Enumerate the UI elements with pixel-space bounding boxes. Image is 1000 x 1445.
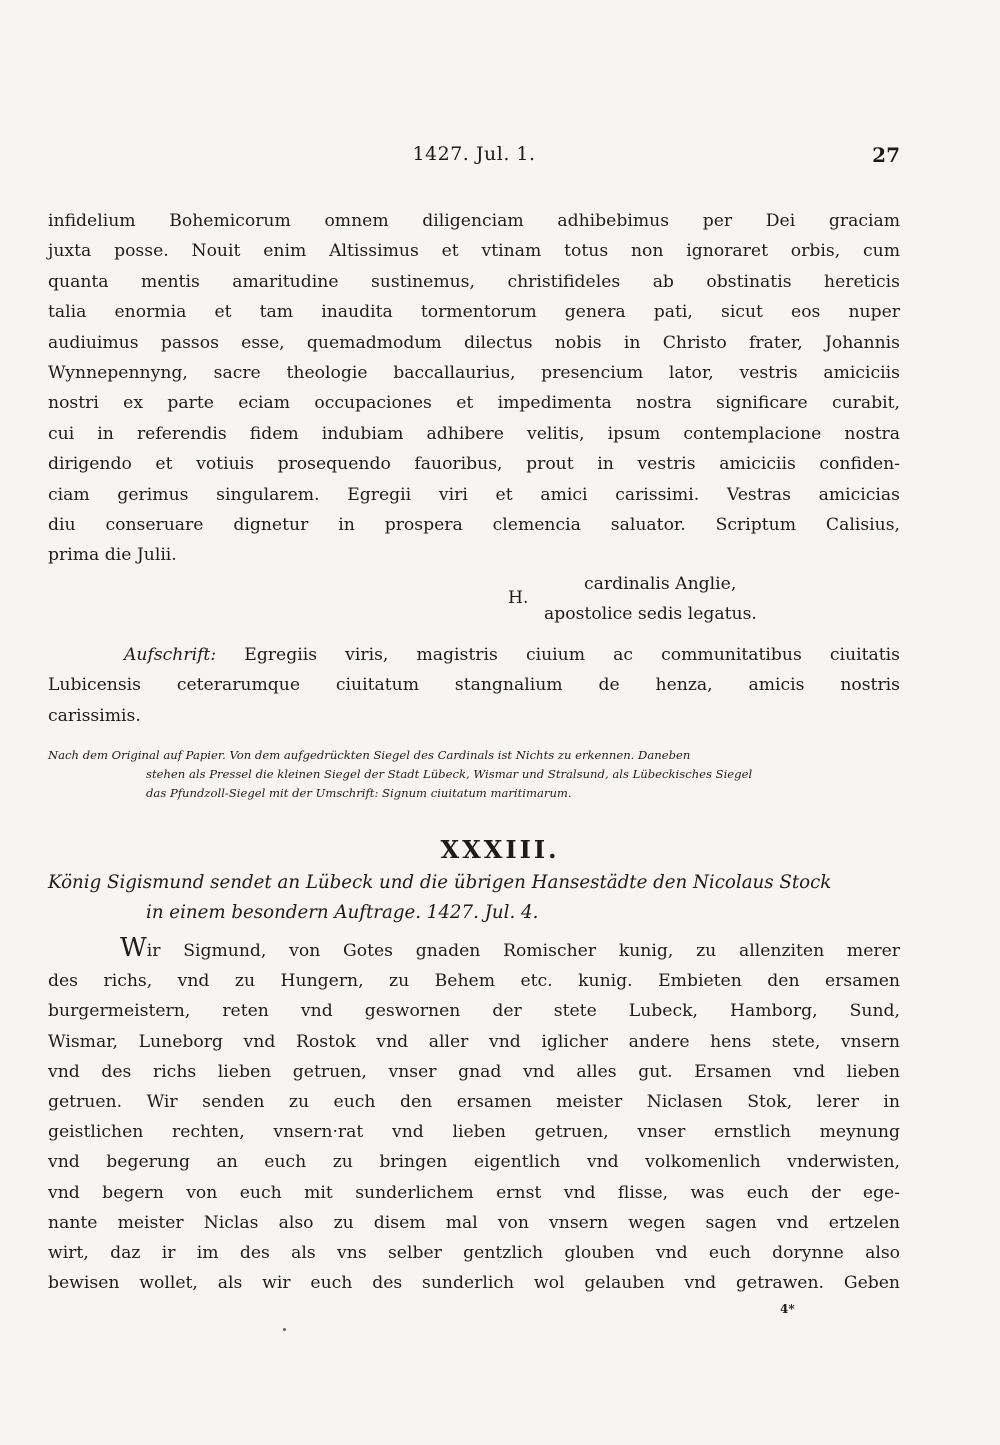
charter-text (48, 933, 900, 1298)
note-line: stehen als Pressel die kleinen Siegel der Stadt Lübeck, Wismar und Stralsund, als Lübeckisches Siegel (146, 767, 753, 781)
text-line: Wynnepennyng, sacre theologie baccallaurius, presencium lator, vestris amiciciis (48, 362, 900, 383)
text-line: getruen. Wir senden zu euch den ersamen meister Niclasen Stok, lerer in (48, 1091, 900, 1112)
text-line: audiuimus passos esse, quemadmodum dilectus nobis in Christo frater, Johannis (48, 332, 900, 353)
note-line: das Pfundzoll-Siegel mit der Umschrift: Signum ciuitatum maritimarum. (146, 786, 572, 800)
text-line: prima die Julii. (48, 545, 177, 566)
page-number: 27 (872, 143, 900, 167)
text-line: juxta posse. Nouit enim Altissimus et vtinam totus non ignoraret orbis, cum (48, 241, 900, 262)
letter-text (48, 206, 900, 571)
signature-title: cardinalis Anglie, (584, 574, 737, 594)
regest-line: in einem besondern Auftrage. 1427. Jul. 4. (146, 902, 539, 923)
text-line: cui in referendis fidem indubiam adhibere velitis, ipsum contemplacione nostra (48, 423, 900, 444)
address-block (48, 640, 900, 731)
text-line: ciam gerimus singularem. Egregii viri et amici carissimi. Vestras amicicias (48, 484, 900, 505)
text-line: burgermeistern, reten vnd geswornen der stete Lubeck, Hamborg, Sund, (48, 1001, 900, 1022)
text-line: quanta mentis amaritudine sustinemus, christifideles ab obstinatis hereticis (48, 271, 900, 292)
address-line: Lubicensis ceterarumque ciuitatum stangnalium de henza, amicis nostris (48, 675, 900, 696)
text-line: vnd begerung an euch zu bringen eigentlich vnd volkomenlich vnderwisten, (48, 1152, 900, 1173)
text-line: des richs, vnd zu Hungern, zu Behem etc. kunig. Embieten den ersamen (48, 971, 900, 992)
first-line-text: ir Sigmund, von Gotes gnaden Romischer kunig, zu allenziten merer (146, 941, 900, 961)
text-line: infidelium Bohemicorum omnem diligenciam adhibebimus per Dei graciam (48, 211, 900, 231)
drop-initial: W (120, 933, 147, 963)
text-line: geistlichen rechten, vnsern·rat vnd lieben getruen, vnser ernstlich meynung (48, 1122, 900, 1143)
text-line: dirigendo et votiuis prosequendo fauoribus, prout in vestris amiciciis confiden- (48, 454, 900, 475)
text-line: nostri ex parte eciam occupaciones et impedimenta nostra significare curabit, (48, 393, 900, 414)
text-line: bewisen wollet, als wir euch des sunderlich wol gelauben vnd getrawen. Geben (48, 1273, 900, 1294)
text-line: wirt, daz ir im des als vns selber gentzlich glouben vnd euch dorynne also (48, 1242, 900, 1263)
text-line: Wismar, Luneborg vnd Rostok vnd aller vnd iglicher andere hens stete, vnsern (48, 1031, 900, 1052)
text-line: nante meister Niclas also zu disem mal von vnsern wegen sagen vnd ertzelen (48, 1212, 900, 1233)
printer-signature-mark: 4* (780, 1302, 795, 1316)
header-date: 1427. Jul. 1. (412, 143, 536, 165)
text-line: vnd des richs lieben getruen, vnser gnad vnd alles gut. Ersamen vnd lieben (48, 1061, 900, 1082)
text-line: vnd begern von euch mit sunderlichem ernst vnd flisse, was euch der ege- (48, 1182, 900, 1203)
signature-office: apostolice sedis legatus. (544, 604, 757, 624)
text-line: talia enormia et tam inaudita tormentorum genera pati, sicut eos nuper (48, 302, 900, 323)
text-line (48, 933, 900, 966)
paper-speck (283, 1328, 286, 1331)
address-label: Aufschrift: (124, 645, 217, 665)
source-note (48, 746, 900, 803)
address-line: carissimis. (48, 705, 141, 726)
signature-block (508, 574, 900, 634)
address-line (48, 640, 900, 670)
regest (48, 868, 900, 928)
text-line: diu conseruare dignetur in prospera clemencia saluator. Scriptum Calisius, (48, 514, 900, 535)
regest-line: König Sigismund sendet an Lübeck und die übrigen Hansestädte den Nicolaus Stock (48, 872, 832, 893)
address-text: Egregiis viris, magistris ciuium ac communitatibus ciuitatis (244, 645, 900, 665)
document-number: XXXIII. (440, 835, 560, 864)
running-header (48, 143, 900, 177)
signature-initial: H. (508, 588, 529, 608)
note-line: Nach dem Original auf Papier. Von dem aufgedrückten Siegel des Cardinals ist Nichts zu erkennen. Daneben (48, 748, 691, 762)
